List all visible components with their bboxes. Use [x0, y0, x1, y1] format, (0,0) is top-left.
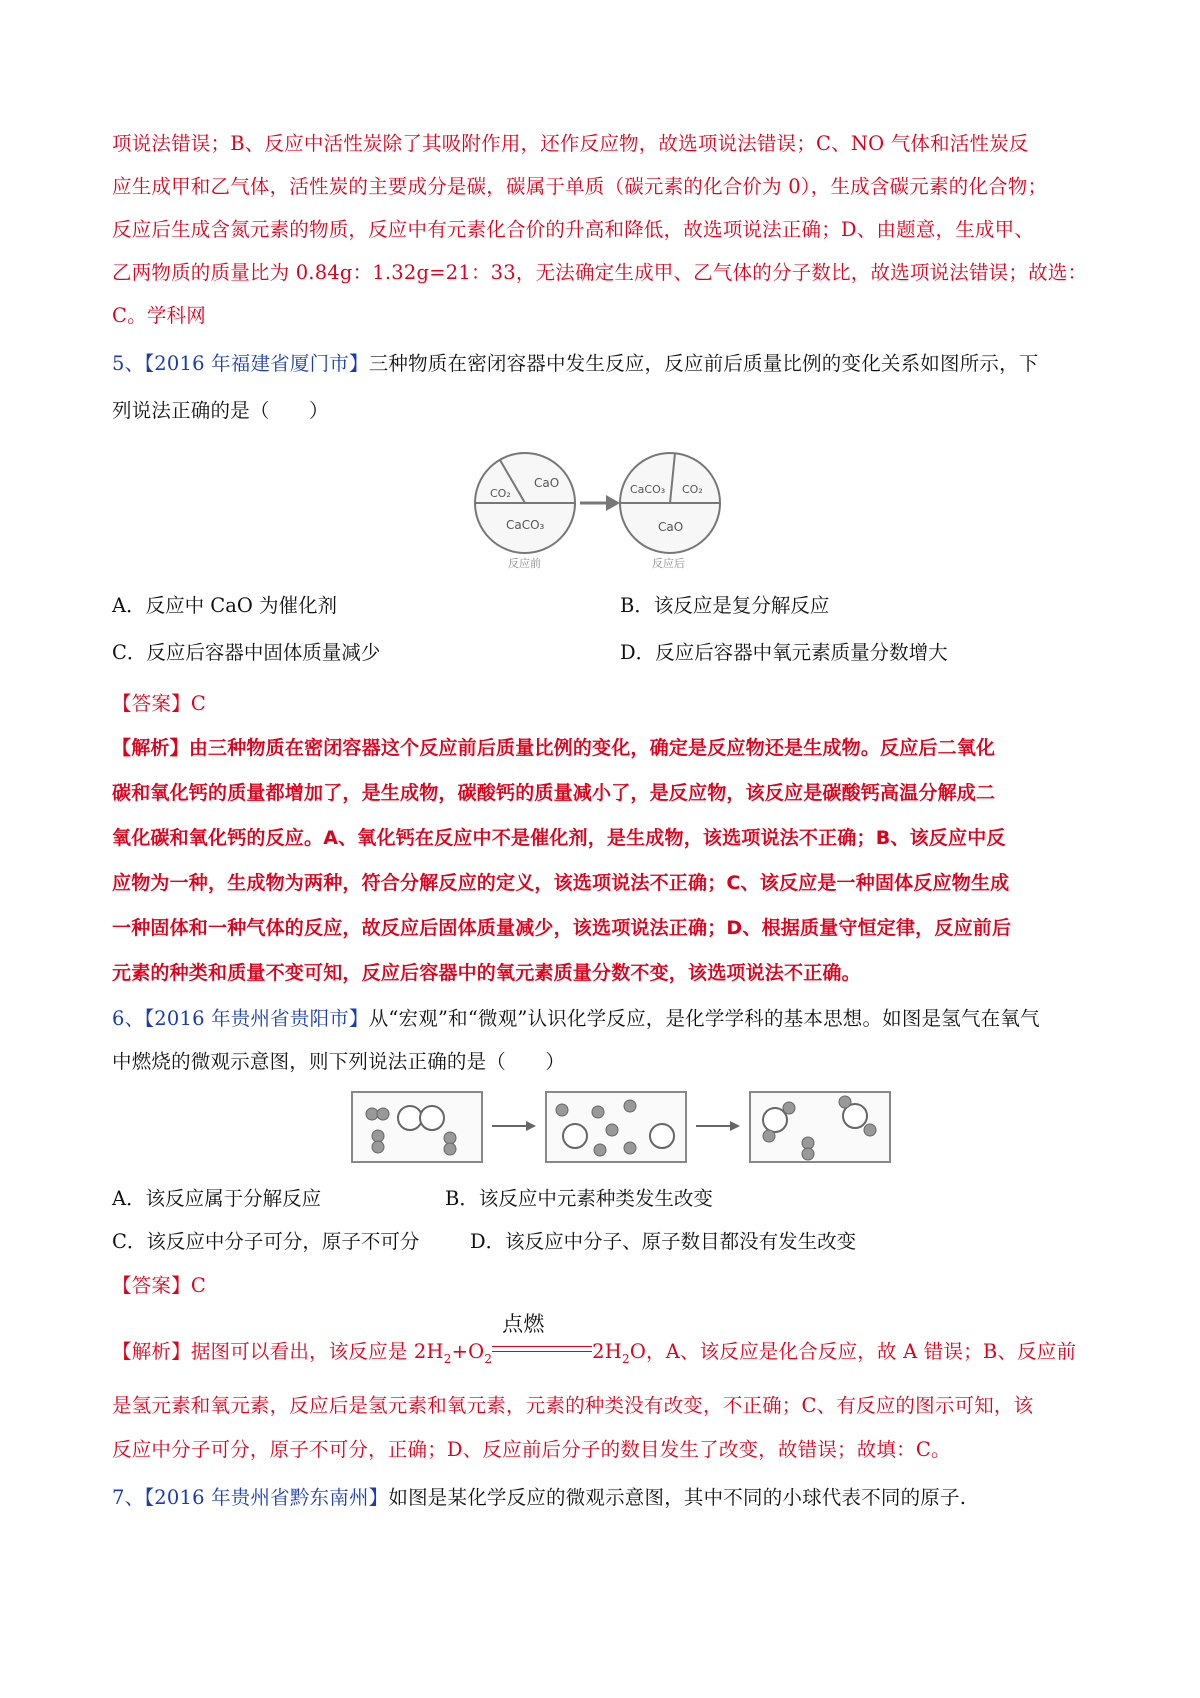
- option-d: D．该反应中分子、原子数目都没有发生改变: [470, 1230, 857, 1253]
- analysis-line: 反应中分子可分，原子不可分，正确；D、反应前后分子的数目发生了改变，故错误；故填：C。: [112, 1438, 951, 1461]
- reaction-condition-arrow: [492, 1312, 592, 1358]
- option-c: C．反应后容器中固体质量减少: [112, 641, 381, 664]
- arrow-icon: [492, 1121, 536, 1131]
- before-label-co2: CO₂: [490, 487, 511, 500]
- middle-box: [546, 1092, 686, 1162]
- answer-label: 【答案】: [112, 692, 191, 715]
- analysis-label: 【解析】: [112, 737, 189, 759]
- analysis-line: C。学科网: [112, 304, 206, 327]
- question-number: 7、: [112, 1486, 145, 1509]
- after-caption: 反应后: [652, 557, 685, 570]
- question-source: 【2016 年贵州省黔东南州】: [144, 1486, 389, 1509]
- after-label-cao: CaO: [658, 520, 684, 534]
- after-label-caco3: CaCO₃: [630, 483, 666, 496]
- answer-value: C: [190, 1274, 206, 1297]
- reaction-condition: 点燃: [502, 1312, 545, 1336]
- question-source: 【2016 年贵州省贵阳市】: [144, 1007, 369, 1030]
- analysis-line: 反应后生成含氮元素的物质，反应中有元素化合价的升高和降低，故选项说法正确；D、由题意，生成甲、: [112, 218, 1035, 241]
- analysis-line: 应物为一种，生成物为两种，符合分解反应的定义，该选项说法不正确；C、该反应是一种固体反应物生成: [112, 872, 1010, 894]
- analysis-line: 【解析】由三种物质在密闭容器这个反应前后质量比例的变化，确定是反应物还是生成物。反应后二氧化: [112, 737, 996, 759]
- question-text: 三种物质在密闭容器中发生反应，反应前后质量比例的变化关系如图所示，下: [368, 352, 1039, 375]
- question-text: 从“宏观”和“微观”认识化学反应，是化学学科的基本思想。如图是氢气在氧气: [368, 1007, 1040, 1030]
- option-b: B．该反应是复分解反应: [620, 594, 830, 617]
- analysis-line: 乙两物质的质量比为 0.84g：1.32g=21：33，无法确定生成甲、乙气体的分子数比，故选项说法错误；故选：: [112, 261, 1088, 284]
- before-label-caco3: CaCO₃: [506, 518, 545, 532]
- q6-molecule-figure: [350, 1088, 970, 1168]
- analysis-line: 项说法错误；B、反应中活性炭除了其吸附作用，还作反应物，故选项说法错误；C、NO 气体和活性炭反: [112, 132, 1029, 155]
- option-a: A．反应中 CaO 为催化剂: [112, 594, 338, 617]
- before-box: [352, 1092, 482, 1162]
- option-a: A．该反应属于分解反应: [112, 1187, 322, 1210]
- analysis-line: 应生成甲和乙气体，活性炭的主要成分是碳，碳属于单质（碳元素的化合价为 0），生成含碳元素的化合物；: [112, 175, 1048, 198]
- question-5-stem: [112, 348, 1039, 376]
- question-source: 【2016 年福建省厦门市】: [144, 352, 369, 375]
- answer-label: 【答案】: [112, 1274, 191, 1297]
- before-label-cao: CaO: [534, 476, 560, 490]
- question-number: 6、: [112, 1007, 145, 1030]
- arrow-icon: [696, 1121, 740, 1131]
- option-c: C．该反应中分子可分，原子不可分: [112, 1230, 420, 1253]
- answer-row: [112, 688, 206, 716]
- question-text: 如图是某化学反应的微观示意图，其中不同的小球代表不同的原子.: [388, 1486, 967, 1509]
- before-pie: [475, 453, 575, 570]
- analysis-line-equation: 【解析】据图可以看出，该反应是 $2H_2+O_2$ 点燃 $2H_2O$，A、该反应是化合反应，故 A 错误；B、反应前: [112, 1336, 1076, 1366]
- after-box: [750, 1092, 890, 1162]
- before-caption: 反应前: [508, 557, 541, 570]
- analysis-line: 碳和氧化钙的质量都增加了，是生成物，碳酸钙的质量减小了，是反应物，该反应是碳酸钙高温分解成二: [112, 782, 996, 804]
- question-number: 5、: [112, 352, 145, 375]
- answer-row: [112, 1270, 206, 1298]
- arrow-icon: [580, 495, 620, 511]
- question-5-stem-cont: 列说法正确的是（ ）: [112, 399, 329, 422]
- answer-value: C: [190, 692, 206, 715]
- question-6-stem: [112, 1003, 1040, 1031]
- equation-right: 2H: [592, 1340, 622, 1363]
- option-d: D．反应后容器中氧元素质量分数增大: [620, 641, 948, 664]
- analysis-line: 氧化碳和氧化钙的反应。A、氧化钙在反应中不是催化剂，是生成物，该选项说法不正确；B、该反应中反: [112, 827, 1006, 849]
- equation-left: 2H: [413, 1340, 444, 1363]
- after-pie: [620, 453, 720, 570]
- option-b: B．该反应中元素种类发生改变: [445, 1187, 713, 1210]
- question-6-stem-cont: 中燃烧的微观示意图，则下列说法正确的是（ ）: [112, 1050, 566, 1073]
- q5-pie-figure: [470, 445, 770, 575]
- analysis-line: 是氢元素和氧元素，反应后是氢元素和氧元素，元素的种类没有改变，不正确；C、有反应的图示可知，该: [112, 1394, 1034, 1417]
- analysis-line: 元素的种类和质量不变可知，反应后容器中的氧元素质量分数不变，该选项说法不正确。: [112, 962, 861, 984]
- analysis-line: 一种固体和一种气体的反应，故反应后固体质量减少，该选项说法正确；D、根据质量守恒定律，反应前后: [112, 917, 1012, 939]
- question-7-stem: [112, 1482, 966, 1510]
- after-label-co2: CO₂: [682, 483, 703, 496]
- analysis-label: 【解析】: [112, 1340, 191, 1363]
